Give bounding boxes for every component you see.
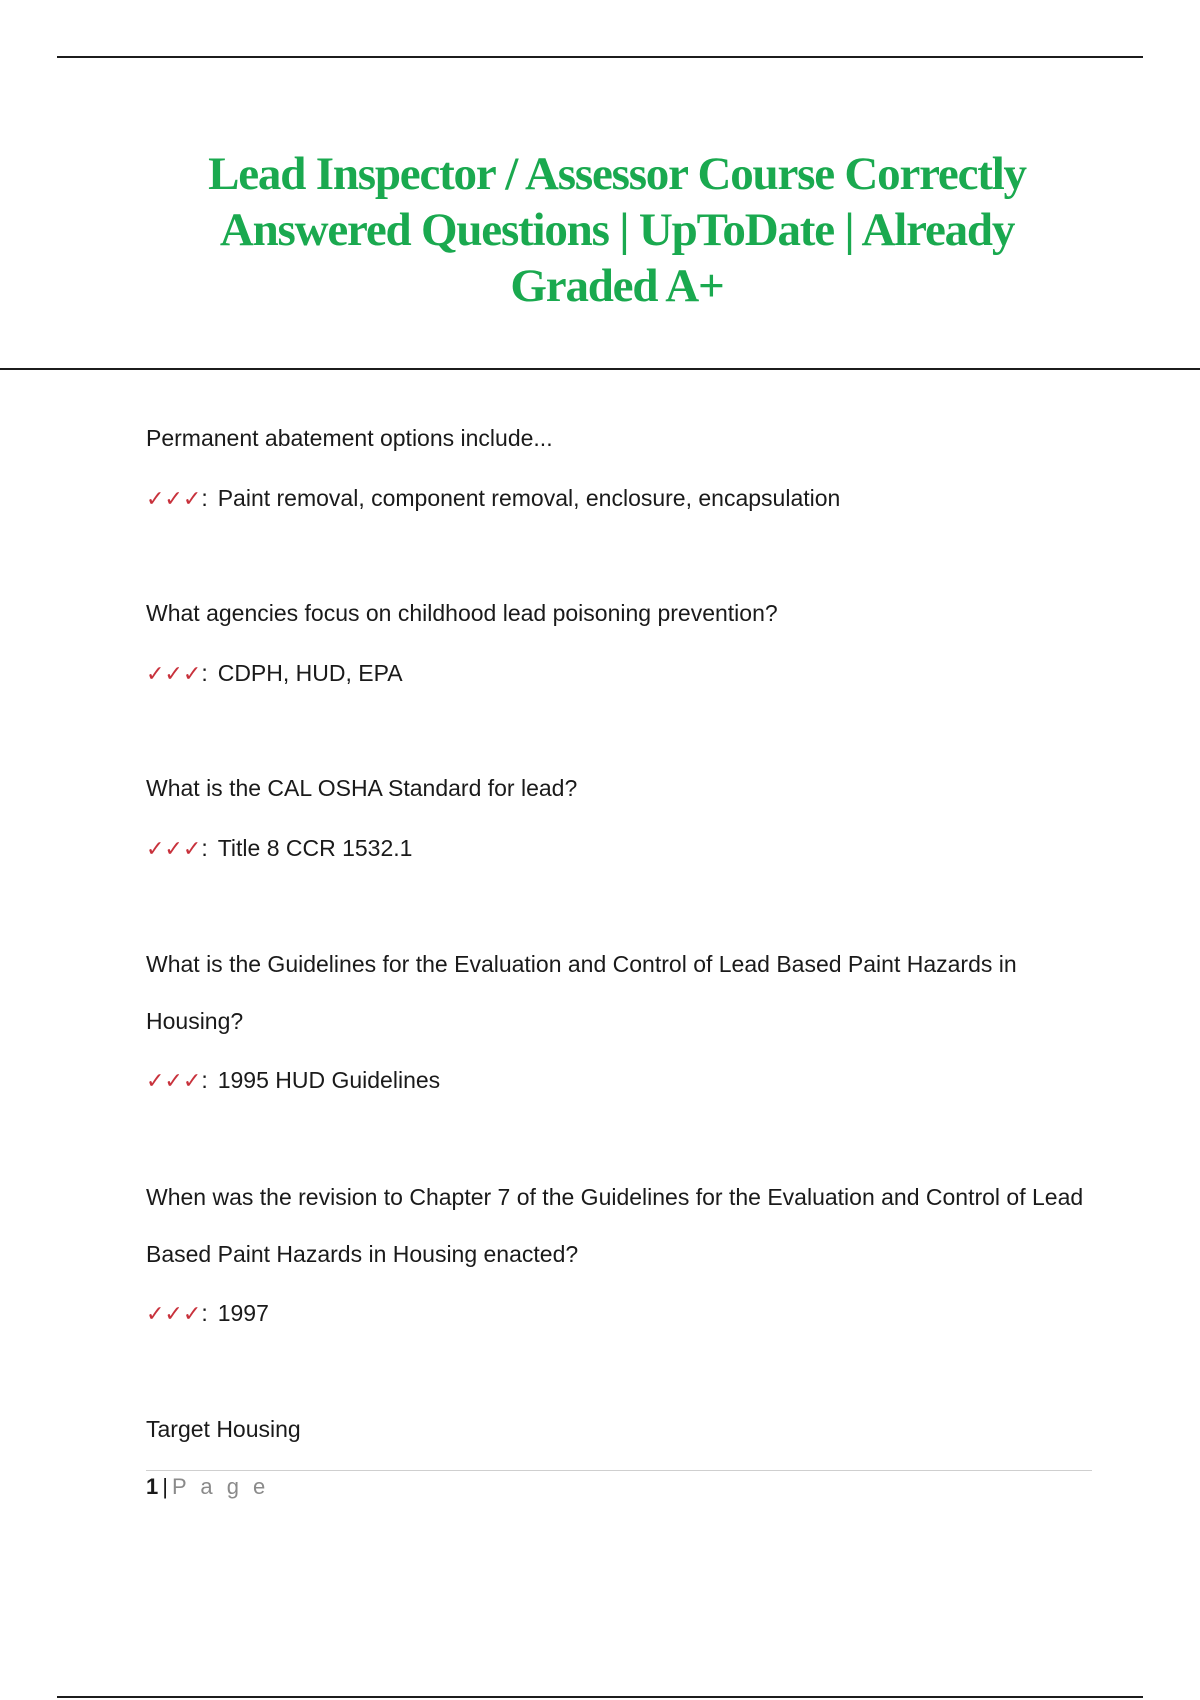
checkmark-icon: ✓✓✓: [146, 486, 202, 511]
checkmark-icon: ✓✓✓: [146, 1068, 202, 1093]
answer-separator: :: [201, 485, 208, 511]
answer-text: Paint removal, component removal, enclosure, encapsulation: [217, 485, 841, 511]
question-1: Permanent abatement options include...: [146, 425, 553, 451]
document-title: [150, 146, 1084, 314]
answer-separator: :: [201, 835, 208, 861]
page-label: P a g e: [171, 1474, 270, 1499]
title-line-2: Answered Questions | UpToDate | Already: [219, 204, 1015, 256]
answer-text: CDPH, HUD, EPA: [217, 660, 403, 686]
answer-5: [146, 1298, 269, 1329]
checkmark-icon: ✓✓✓: [146, 836, 202, 861]
page-footer: [146, 1472, 269, 1502]
title-line-1: Lead Inspector / Assessor Course Correctly: [208, 148, 1026, 200]
answer-4: [146, 1065, 440, 1096]
question-6: Target Housing: [146, 1416, 301, 1442]
answer-separator: :: [201, 1067, 208, 1093]
answer-text: 1997: [217, 1300, 269, 1326]
title-line-3: Graded A+: [510, 260, 724, 312]
question-4: What is the Guidelines for the Evaluation and Control of Lead Based Paint Hazards in Housing?: [146, 951, 1017, 1034]
answer-text: Title 8 CCR 1532.1: [217, 835, 413, 861]
checkmark-icon: ✓✓✓: [146, 1301, 202, 1326]
answer-3: [146, 833, 412, 864]
question-3: What is the CAL OSHA Standard for lead?: [146, 775, 578, 801]
footer-rule: [146, 1470, 1092, 1471]
header-top-rule: [57, 56, 1143, 58]
answer-text: 1995 HUD Guidelines: [217, 1067, 441, 1093]
page-number: 1: [146, 1474, 159, 1499]
question-2: What agencies focus on childhood lead poisoning prevention?: [146, 600, 778, 626]
answer-separator: :: [201, 1300, 208, 1326]
footer-bottom-rule: [57, 1696, 1143, 1698]
question-5: When was the revision to Chapter 7 of the Guidelines for the Evaluation and Control of Lead Based Paint Hazards in Housing enacted?: [146, 1184, 1084, 1267]
answer-1: [146, 483, 840, 514]
header-bottom-rule: [0, 368, 1200, 370]
checkmark-icon: ✓✓✓: [146, 661, 202, 686]
page-separator: |: [162, 1474, 168, 1499]
answer-separator: :: [201, 660, 208, 686]
answer-2: [146, 658, 403, 689]
